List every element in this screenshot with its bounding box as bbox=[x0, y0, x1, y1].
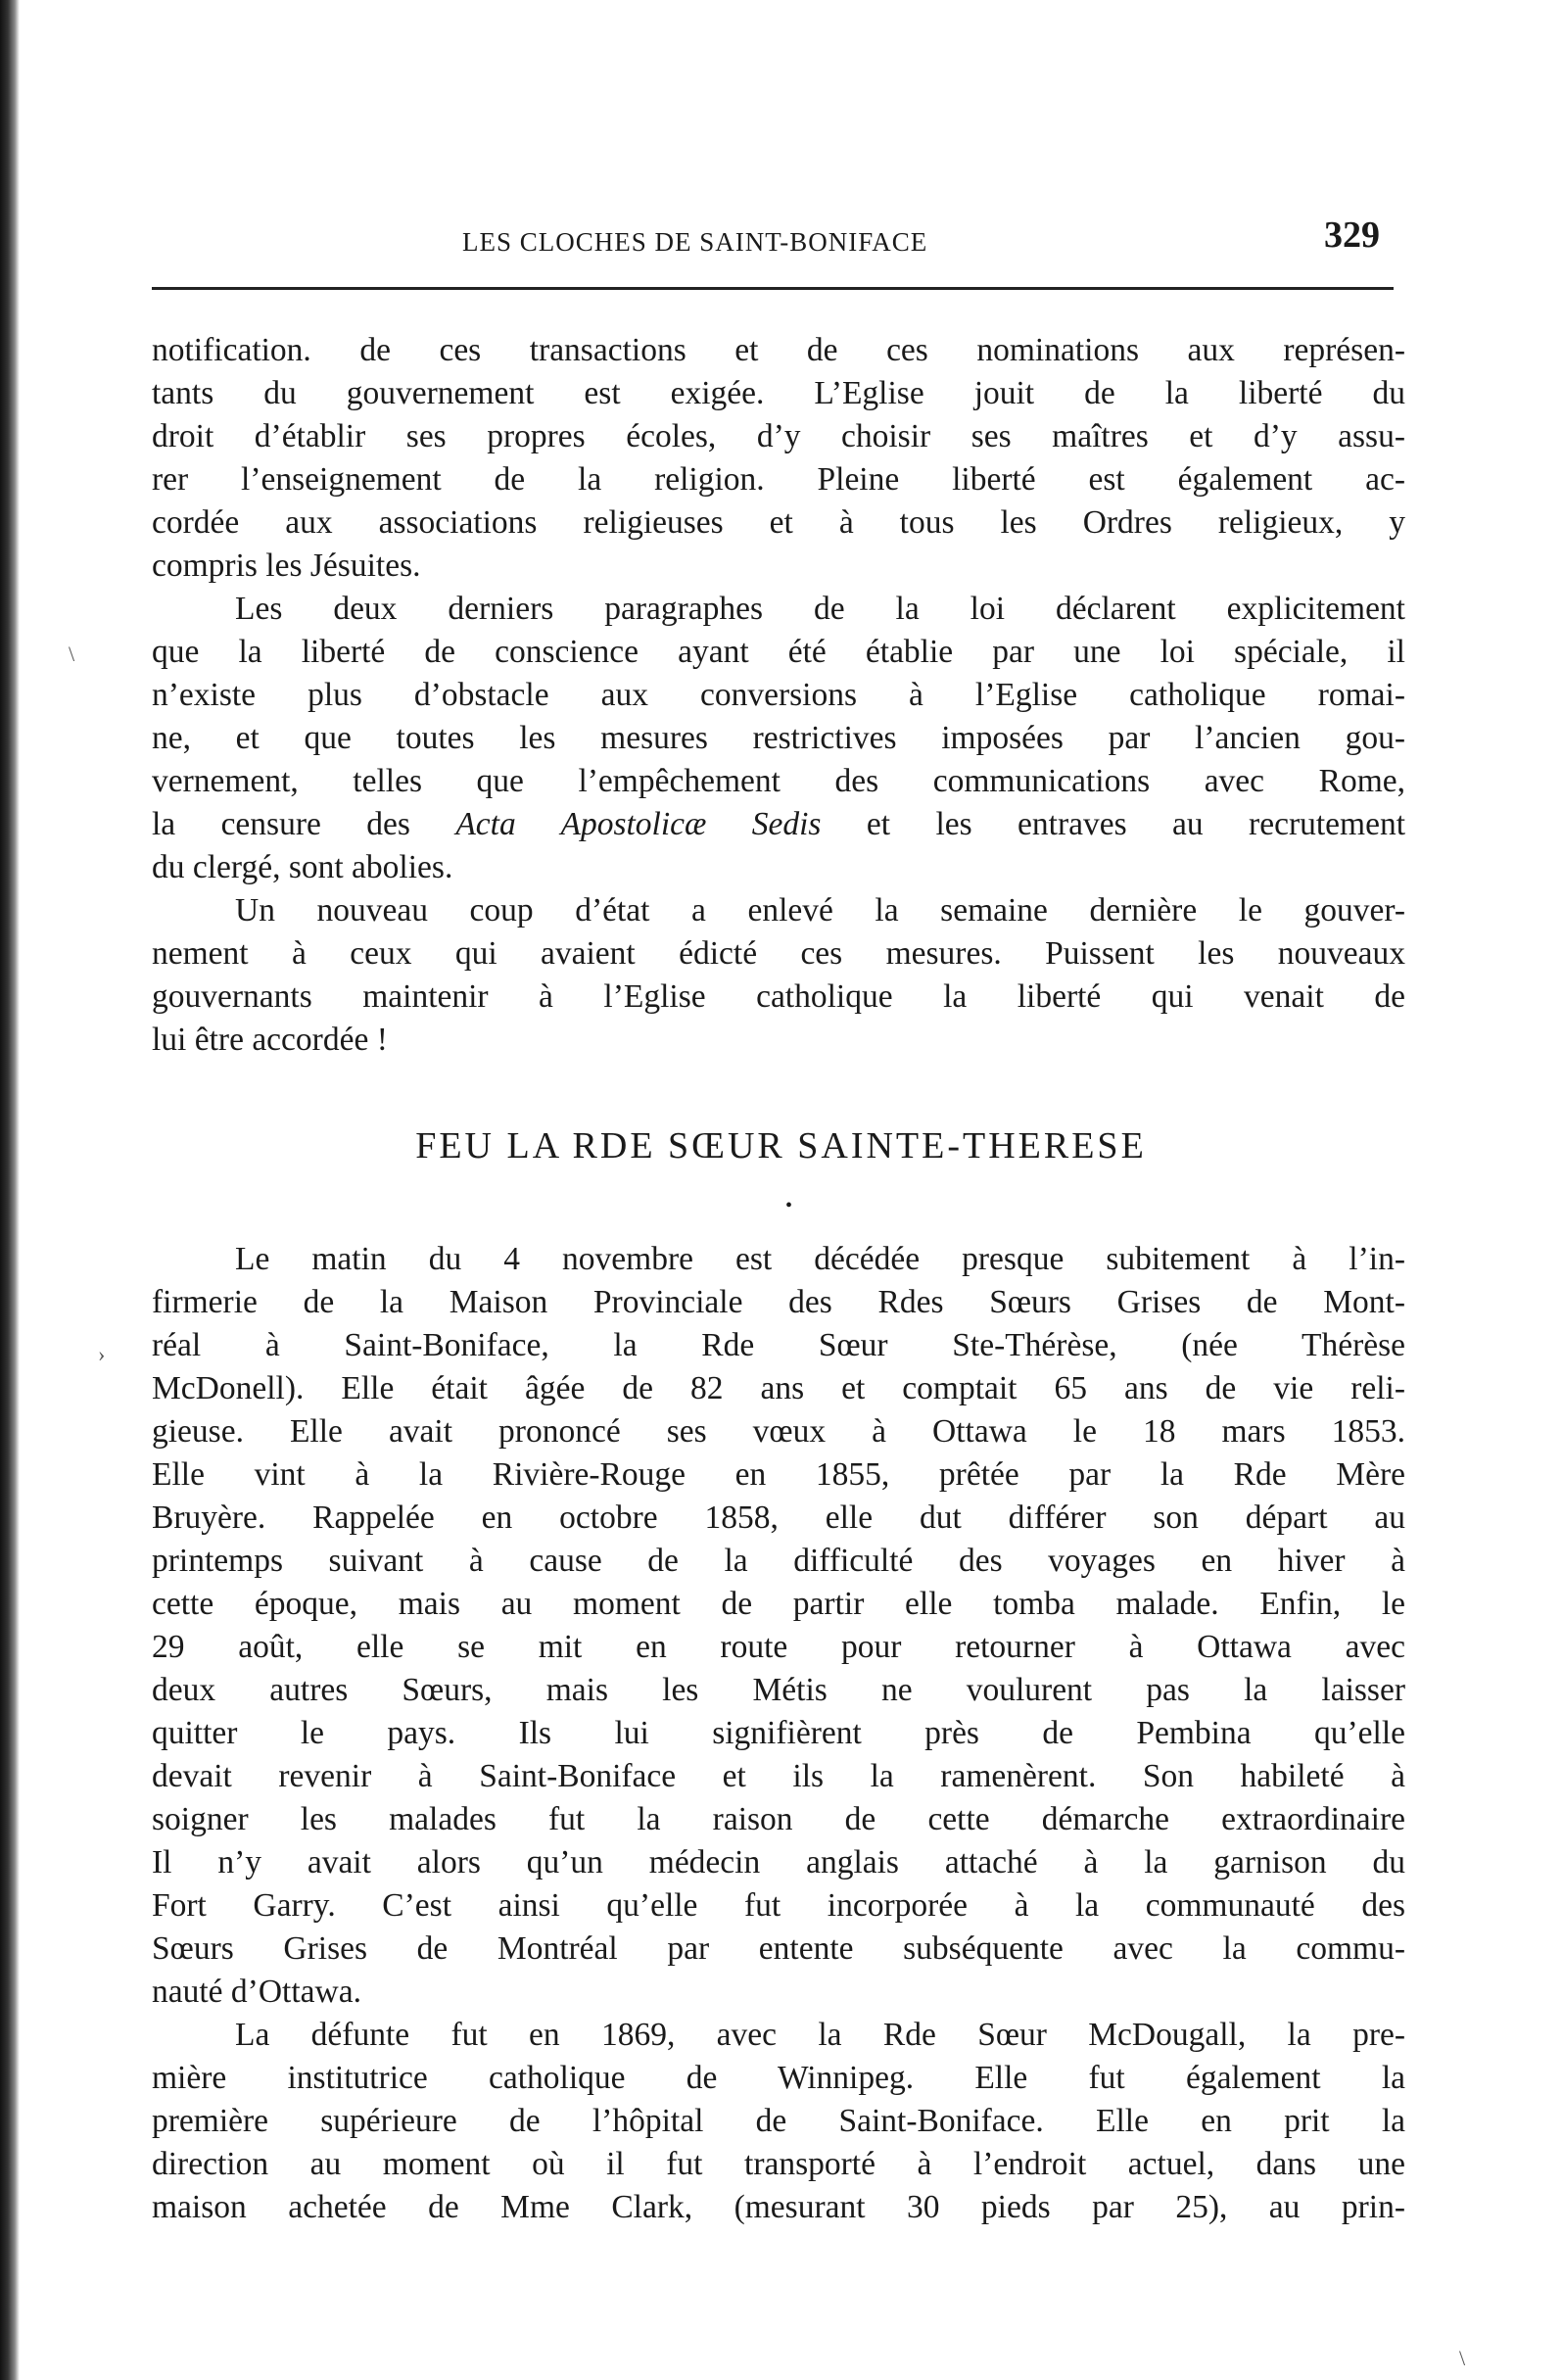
text-line: maison achetée de Mme Clark, (mesurant 30 pieds par 25), au prin- bbox=[152, 2189, 1405, 2225]
text-line: direction au moment où il fut transporté à l’endroit actuel, dans une bbox=[152, 2146, 1405, 2182]
text-line: Il n’y avait alors qu’un médecin anglais attaché à la garnison du bbox=[152, 1844, 1405, 1880]
text-line: 29 août, elle se mit en route pour retourner à Ottawa avec bbox=[152, 1629, 1405, 1665]
scan-speck: \ bbox=[69, 642, 75, 666]
text-line: cordée aux associations religieuses et à tous les Ordres religieux, y bbox=[152, 504, 1405, 541]
scan-speck: › bbox=[98, 1342, 106, 1366]
section-title: FEU LA RDE SŒUR SAINTE-THERESE bbox=[415, 1125, 1147, 1166]
page-binding-shadow bbox=[0, 0, 20, 2380]
header-rule bbox=[152, 287, 1394, 290]
acta-title-italic: Acta Apostolicæ Sedis bbox=[455, 806, 822, 842]
text-line: quitter le pays. Ils lui signifièrent près de Pembina qu’elle bbox=[152, 1715, 1405, 1751]
text-line: vernement, telles que l’empêchement des communications avec Rome, bbox=[152, 763, 1405, 799]
text-line: McDonell). Elle était âgée de 82 ans et comptait 65 ans de vie reli- bbox=[152, 1370, 1405, 1406]
text-line: gouvernants maintenir à l’Eglise catholique la liberté qui venait de bbox=[152, 978, 1405, 1015]
text-line: gieuse. Elle avait prononcé ses vœux à Ottawa le 18 mars 1853. bbox=[152, 1413, 1405, 1450]
text-line: ne, et que toutes les mesures restrictives imposées par l’ancien gou- bbox=[152, 720, 1405, 756]
text-line: du clergé, sont abolies. bbox=[152, 849, 453, 885]
page-number: 329 bbox=[1324, 214, 1380, 256]
text-line: cette époque, mais au moment de partir elle tomba malade. Enfin, le bbox=[152, 1586, 1405, 1622]
scan-speck: \ bbox=[1459, 2346, 1466, 2370]
title-ornament: • bbox=[785, 1195, 793, 1216]
text-line: réal à Saint-Boniface, la Rde Sœur Ste-Thérèse, (née Thérèse bbox=[152, 1327, 1405, 1363]
text-line: Sœurs Grises de Montréal par entente subséquente avec la commu- bbox=[152, 1930, 1405, 1967]
text-line: première supérieure de l’hôpital de Saint-Boniface. Elle en prit la bbox=[152, 2103, 1405, 2139]
text-line: notification. de ces transactions et de ces nominations aux représen- bbox=[152, 332, 1405, 368]
section1-body bbox=[152, 329, 1405, 1062]
text-line: firmerie de la Maison Provinciale des Rdes Sœurs Grises de Mont- bbox=[152, 1284, 1405, 1320]
text-line: mière institutrice catholique de Winnipeg. Elle fut également la bbox=[152, 2060, 1405, 2096]
text-line: compris les Jésuites. bbox=[152, 547, 421, 584]
text-line: printemps suivant à cause de la difficulté des voyages en hiver à bbox=[152, 1543, 1405, 1579]
text-line: nement à ceux qui avaient édicté ces mesures. Puissent les nouveaux bbox=[152, 935, 1405, 972]
censure-line-after: et les entraves au recrutement bbox=[821, 806, 1406, 842]
paragraph-start-line: Le matin du 4 novembre est décédée presque subitement à l’in- bbox=[235, 1241, 1405, 1277]
text-line: nauté d’Ottawa. bbox=[152, 1974, 361, 2010]
text-line: Elle vint à la Rivière-Rouge en 1855, prêtée par la Rde Mère bbox=[152, 1456, 1405, 1493]
text-line: tants du gouvernement est exigée. L’Eglise jouit de la liberté du bbox=[152, 375, 1405, 411]
text-line: deux autres Sœurs, mais les Métis ne voulurent pas la laisser bbox=[152, 1672, 1405, 1708]
censure-line bbox=[152, 803, 1405, 846]
text-line: Bruyère. Rappelée en octobre 1858, elle dut différer son départ au bbox=[152, 1499, 1405, 1536]
paragraph-start-line: Les deux derniers paragraphes de la loi déclarent explicitement bbox=[235, 591, 1405, 627]
text-line: droit d’établir ses propres écoles, d’y choisir ses maîtres et d’y assu- bbox=[152, 418, 1405, 454]
section2-body bbox=[152, 1238, 1405, 2229]
paragraph-start-line: Un nouveau coup d’état a enlevé la semaine dernière le gouver- bbox=[235, 892, 1405, 928]
text-line: n’existe plus d’obstacle aux conversions à l’Eglise catholique romai- bbox=[152, 677, 1405, 713]
text-line: devait revenir à Saint-Boniface et ils la ramenèrent. Son habileté à bbox=[152, 1758, 1405, 1794]
running-title: LES CLOCHES DE SAINT-BONIFACE bbox=[462, 227, 928, 257]
text-line: soigner les malades fut la raison de cette démarche extraordinaire bbox=[152, 1801, 1405, 1837]
text-line: rer l’enseignement de la religion. Pleine liberté est également ac- bbox=[152, 461, 1405, 498]
text-line: Fort Garry. C’est ainsi qu’elle fut incorporée à la communauté des bbox=[152, 1887, 1405, 1924]
censure-line-before: la censure des bbox=[152, 806, 456, 842]
text-line: lui être accordée ! bbox=[152, 1022, 388, 1058]
paragraph-start-line: La défunte fut en 1869, avec la Rde Sœur McDougall, la pre- bbox=[235, 2017, 1405, 2053]
text-line: que la liberté de conscience ayant été établie par une loi spéciale, il bbox=[152, 634, 1405, 670]
